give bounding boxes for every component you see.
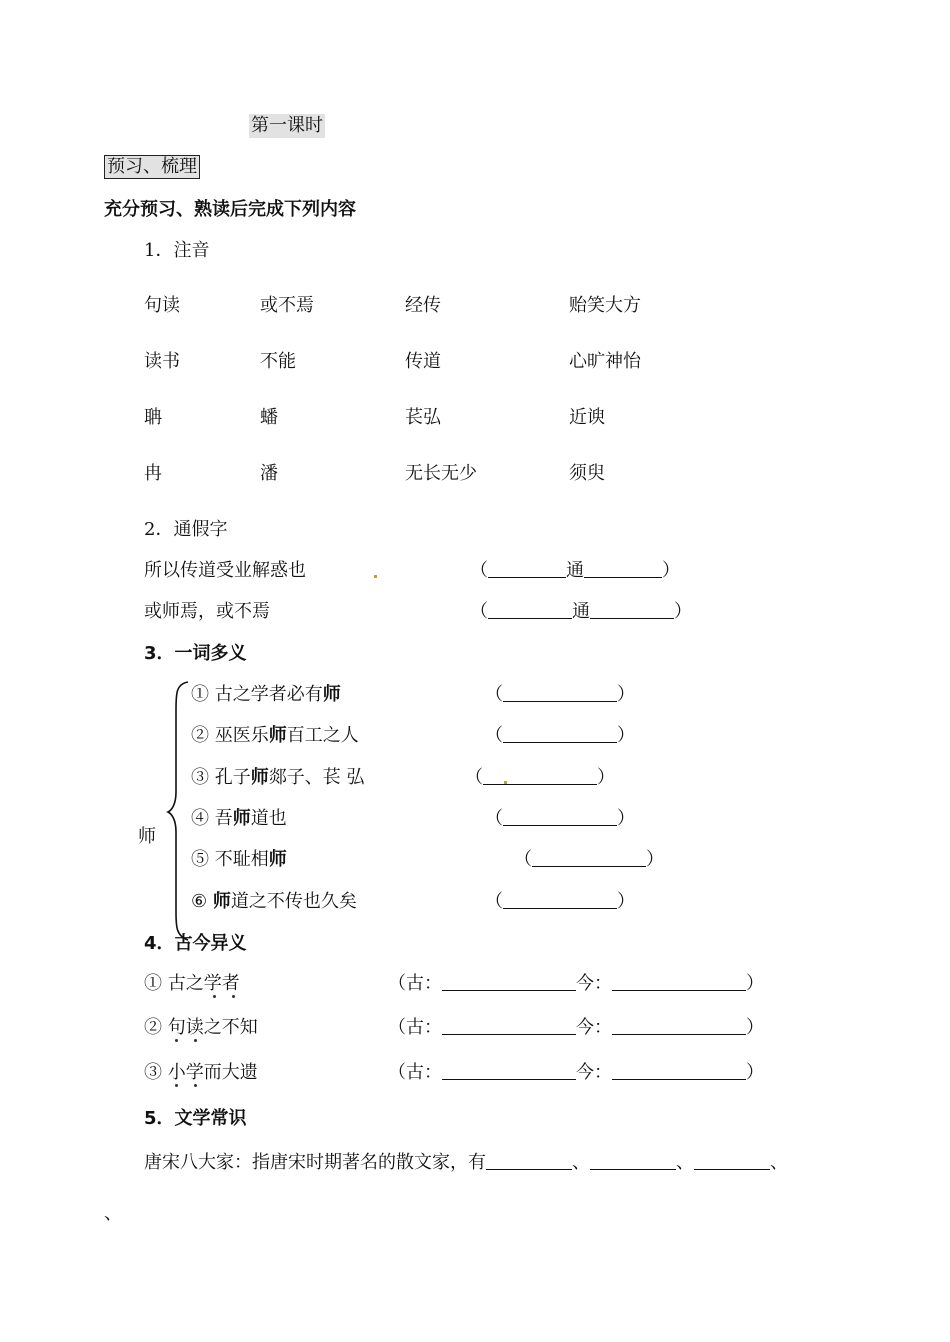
q4-item: ① 古之学者	[144, 973, 240, 994]
q1-cell: 心旷神怡	[569, 351, 641, 372]
q1-cell: 或不焉	[260, 295, 314, 316]
q1-cell: 贻笑大方	[569, 295, 641, 316]
q4-item: ③ 小学而大遗	[144, 1062, 258, 1083]
answer-blank[interactable]	[694, 1151, 770, 1170]
ink-speck	[374, 575, 377, 578]
q1-cell: 传道	[405, 351, 441, 372]
answer-blank[interactable]	[488, 600, 572, 619]
answer-blank[interactable]	[488, 559, 566, 578]
q2-title: 2．通假字	[144, 519, 228, 540]
q2-item-answer[interactable]	[470, 600, 692, 624]
answer-blank-gu[interactable]	[442, 972, 576, 991]
q3-item: ⑥ 师道之不传也久矣	[191, 891, 357, 912]
emphasis-dot	[194, 1039, 197, 1042]
answer-blank[interactable]	[486, 1151, 572, 1170]
q4-item: ② 句读之不知	[144, 1017, 258, 1038]
q3-item: ③ 孔子师郯子、苌 弘	[191, 767, 365, 788]
answer-blank[interactable]	[503, 683, 617, 702]
emphasis-dot	[194, 1084, 197, 1087]
q2-item-text: 或师焉，或不焉	[144, 601, 270, 622]
tongjia-label: 通	[566, 560, 584, 581]
paren-close: ）	[662, 560, 680, 581]
emphasis-dot	[232, 995, 235, 998]
q2-item-answer[interactable]	[470, 559, 680, 583]
q5-continuation: 、	[104, 1203, 122, 1224]
paren-open: （	[470, 601, 488, 622]
q5-line: 唐宋八大家：指唐宋时期著名的散文家，有 、 、 、	[144, 1152, 788, 1173]
answer-blank[interactable]	[483, 766, 597, 785]
answer-blank[interactable]	[590, 1151, 676, 1170]
q5-title: 5．文学常识	[144, 1108, 247, 1129]
q1-cell: 近谀	[569, 407, 605, 428]
q1-cell: 须臾	[569, 463, 605, 484]
tongjia-label: 通	[572, 601, 590, 622]
q3-answer[interactable]: （ ）	[485, 808, 635, 829]
q1-cell: 冉	[144, 463, 162, 484]
q3-answer[interactable]: （ ）	[465, 767, 615, 788]
q1-cell: 蟠	[260, 407, 278, 428]
q3-answer[interactable]: （ ）	[514, 849, 664, 870]
q3-item: ② 巫医乐师百工之人	[191, 725, 359, 746]
q1-cell: 经传	[405, 295, 441, 316]
answer-blank[interactable]	[590, 600, 674, 619]
answer-blank[interactable]	[503, 724, 617, 743]
curly-brace	[166, 680, 192, 942]
q3-item: ⑤ 不耻相师	[191, 849, 287, 870]
answer-blank[interactable]	[584, 559, 662, 578]
lesson-title: 第一课时	[251, 115, 323, 136]
answer-blank[interactable]	[503, 807, 617, 826]
q3-answer[interactable]: （ ）	[485, 891, 635, 912]
q1-cell: 读书	[144, 351, 180, 372]
emphasis-dot	[175, 1084, 178, 1087]
q1-cell: 潘	[260, 463, 278, 484]
q3-title: 3．一词多义	[144, 643, 247, 664]
answer-blank-gu[interactable]	[442, 1061, 576, 1080]
q4-answer[interactable]: （古： 今： ）	[388, 1062, 764, 1083]
q1-cell: 不能	[260, 351, 296, 372]
answer-blank[interactable]	[503, 890, 617, 909]
q1-cell: 无长无少	[405, 463, 477, 484]
q3-answer[interactable]: （ ）	[485, 725, 635, 746]
paren-close: ）	[674, 601, 692, 622]
q3-answer[interactable]: （ ）	[485, 684, 635, 705]
q1-title: 1．注音	[144, 240, 210, 261]
instruction: 充分预习、熟读后完成下列内容	[104, 199, 356, 220]
q4-answer[interactable]: （古： 今： ）	[388, 1017, 764, 1038]
brace-word: 师	[138, 826, 156, 847]
paren-open: （	[470, 560, 488, 581]
q3-item: ① 古之学者必有师	[191, 684, 341, 705]
section-label: 预习、梳理	[104, 155, 200, 179]
answer-blank-jin[interactable]	[612, 972, 746, 991]
q1-cell: 苌弘	[405, 407, 441, 428]
emphasis-dot	[213, 995, 216, 998]
answer-blank-jin[interactable]	[612, 1061, 746, 1080]
q4-title: 4．古今异义	[144, 933, 247, 954]
answer-blank-gu[interactable]	[442, 1016, 576, 1035]
answer-blank[interactable]	[532, 848, 646, 867]
q4-answer[interactable]: （古： 今： ）	[388, 973, 764, 994]
emphasis-dot	[175, 1039, 178, 1042]
q2-item-text: 所以传道受业解惑也	[144, 560, 306, 581]
answer-blank-jin[interactable]	[612, 1016, 746, 1035]
ink-speck	[504, 781, 507, 784]
q3-item: ④ 吾师道也	[191, 808, 287, 829]
q1-cell: 句读	[144, 295, 180, 316]
q1-cell: 聃	[144, 407, 162, 428]
